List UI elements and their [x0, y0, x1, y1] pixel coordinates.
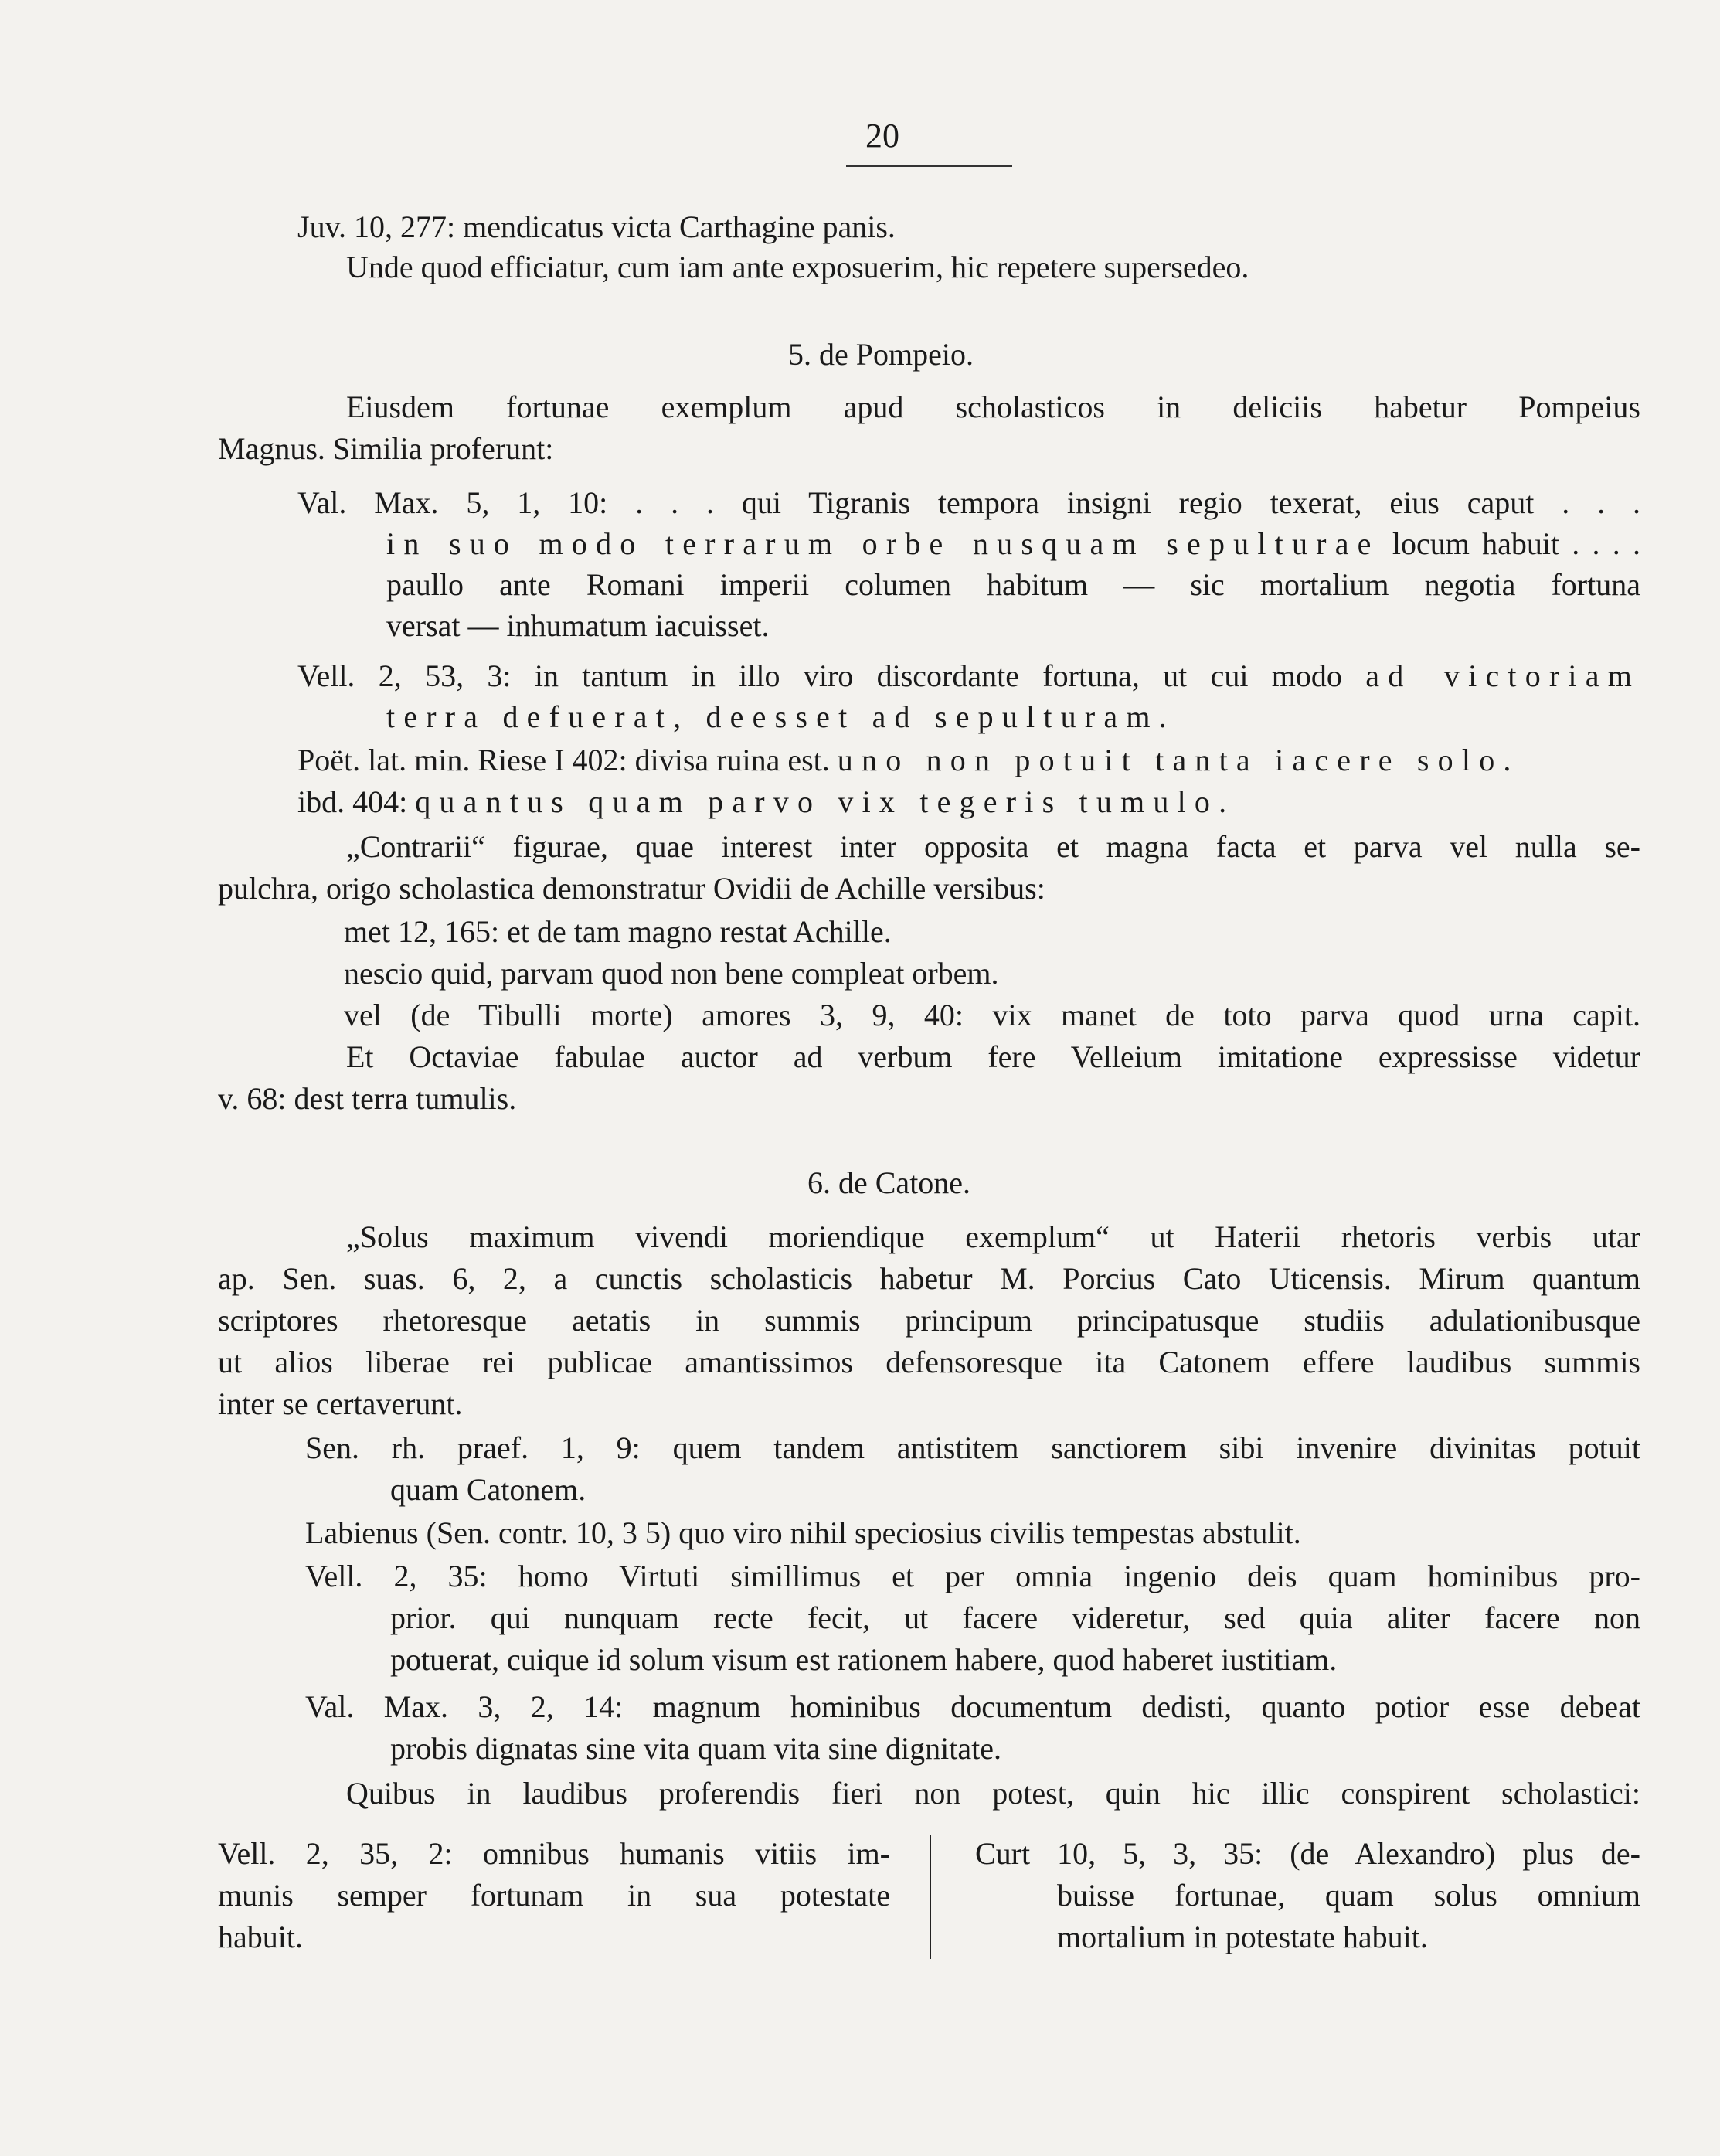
quote-line: Labienus (Sen. contr. 10, 3 5) quo viro nihil speciosius civilis tempestas abstulit.	[305, 1515, 1301, 1550]
text-line: scriptores rhetoresque aetatis in summis principum principatusque studiis adulationibusque	[218, 1303, 1640, 1338]
text-line: inter se certaverunt.	[218, 1386, 463, 1421]
quote-line	[297, 658, 1640, 695]
quote-line: versat — inhumatum iacuisset.	[386, 608, 770, 643]
text-line: ut alios liberae rei publicae amantissimos defensoresque ita Catonem effere laudibus summis	[218, 1345, 1640, 1379]
spaced-quote: uno non potuit tanta iacere solo.	[837, 743, 1520, 777]
text-line: pulchra, origo scholastica demonstratur Ovidii de Achille versibus:	[218, 871, 1045, 906]
quote-line: potuerat, cuique id solum visum est rationem habere, quod haberet iustitiam.	[390, 1642, 1338, 1677]
quote-line: Val. Max. 3, 2, 14: magnum hominibus documentum dedisti, quanto potior esse debeat	[305, 1689, 1640, 1724]
column-right-line: Curt 10, 5, 3, 35: (de Alexandro) plus de-	[975, 1836, 1640, 1871]
spaced-quote: in suo modo terrarum orbe nusquam sepulturae	[386, 526, 1380, 561]
quote-line: Val. Max. 5, 1, 10: . . . qui Tigranis tempora insigni regio texerat, eius caput . . .	[297, 485, 1640, 520]
section-heading	[788, 336, 974, 373]
column-left-line: munis semper fortunam in sua potestate	[218, 1878, 890, 1913]
text-line: Juv. 10, 277: mendicatus victa Carthagine panis.	[297, 209, 896, 244]
text-line: Eiusdem fortunae exemplum apud scholasticos in deliciis habetur Pompeius	[346, 389, 1640, 424]
quote-line: nescio quid, parvam quod non bene compleat orbem.	[344, 956, 999, 991]
text-line: Magnus. Similia proferunt:	[218, 431, 554, 466]
quote-line: quam Catonem.	[390, 1472, 586, 1507]
heading-text: 6. de Catone.	[807, 1165, 971, 1200]
quote-line: Vell. 2, 35: homo Virtuti simillimus et per omnia ingenio deis quam hominibus pro-	[305, 1559, 1640, 1593]
header-rule	[846, 165, 1012, 167]
quote-text: Poët. lat. min. Riese I 402: divisa ruina est.	[297, 743, 830, 777]
page-number: 20	[865, 117, 899, 155]
quote-line: prior. qui nunquam recte fecit, ut facere videretur, sed quia aliter facere non	[390, 1600, 1640, 1635]
quote-line: vel (de Tibulli morte) amores 3, 9, 40: vix manet de toto parva quod urna capit.	[344, 998, 1640, 1032]
quote-line: probis dignatas sine vita quam vita sine dignitate.	[390, 1731, 1001, 1766]
text-line: ap. Sen. suas. 6, 2, a cunctis scholasticis habetur M. Porcius Cato Uticensis. Mirum quantum	[218, 1261, 1640, 1296]
column-left-line: Vell. 2, 35, 2: omnibus humanis vitiis im-	[218, 1836, 890, 1871]
quote-line: paullo ante Romani imperii columen habitum — sic mortalium negotia fortuna	[386, 567, 1640, 602]
spaced-quote: ad victoriam	[1365, 658, 1641, 693]
column-left-line: habuit.	[218, 1920, 303, 1954]
spaced-quote: quantus quam parvo vix tegeris tumulo.	[415, 784, 1236, 819]
text-line: Unde quod efficiatur, cum iam ante exposuerim, hic repetere supersedeo.	[346, 250, 1249, 284]
text-line: v. 68: dest terra tumulis.	[218, 1081, 517, 1116]
text-line: „Contrarii“ figurae, quae interest inter opposita et magna facta et parva vel nulla se-	[346, 829, 1640, 864]
quote-line	[386, 699, 1175, 736]
quote-line: met 12, 165: et de tam magno restat Achille.	[344, 914, 892, 949]
quote-line	[297, 784, 1235, 821]
quote-line	[297, 742, 1520, 779]
column-right-line: buisse fortunae, quam solus omnium	[1057, 1878, 1640, 1913]
column-right-line: mortalium in potestate habuit.	[1057, 1920, 1428, 1954]
text-line: Quibus in laudibus proferendis fieri non potest, quin hic illic conspirent scholastici:	[346, 1776, 1640, 1811]
quote-line: Sen. rh. praef. 1, 9: quem tandem antistitem sanctiorem sibi invenire divinitas potuit	[305, 1430, 1640, 1465]
spaced-quote: terra defuerat, deesset ad sepulturam.	[386, 699, 1175, 734]
section-heading	[807, 1165, 970, 1202]
column-divider	[930, 1835, 931, 1959]
quote-text: locum habuit . . . .	[1392, 526, 1641, 561]
quote-line	[386, 525, 1640, 563]
text-line: Et Octaviae fabulae auctor ad verbum fere Velleium imitatione expressisse videtur	[346, 1039, 1640, 1074]
heading-text: 5. de Pompeio.	[788, 337, 974, 372]
text-line: „Solus maximum vivendi moriendique exemplum“ ut Haterii rhetoris verbis utar	[346, 1219, 1640, 1254]
quote-text: ibd. 404:	[297, 784, 408, 819]
quote-text: Vell. 2, 53, 3: in tantum in illo viro discordante fortuna, ut cui modo	[297, 658, 1342, 693]
